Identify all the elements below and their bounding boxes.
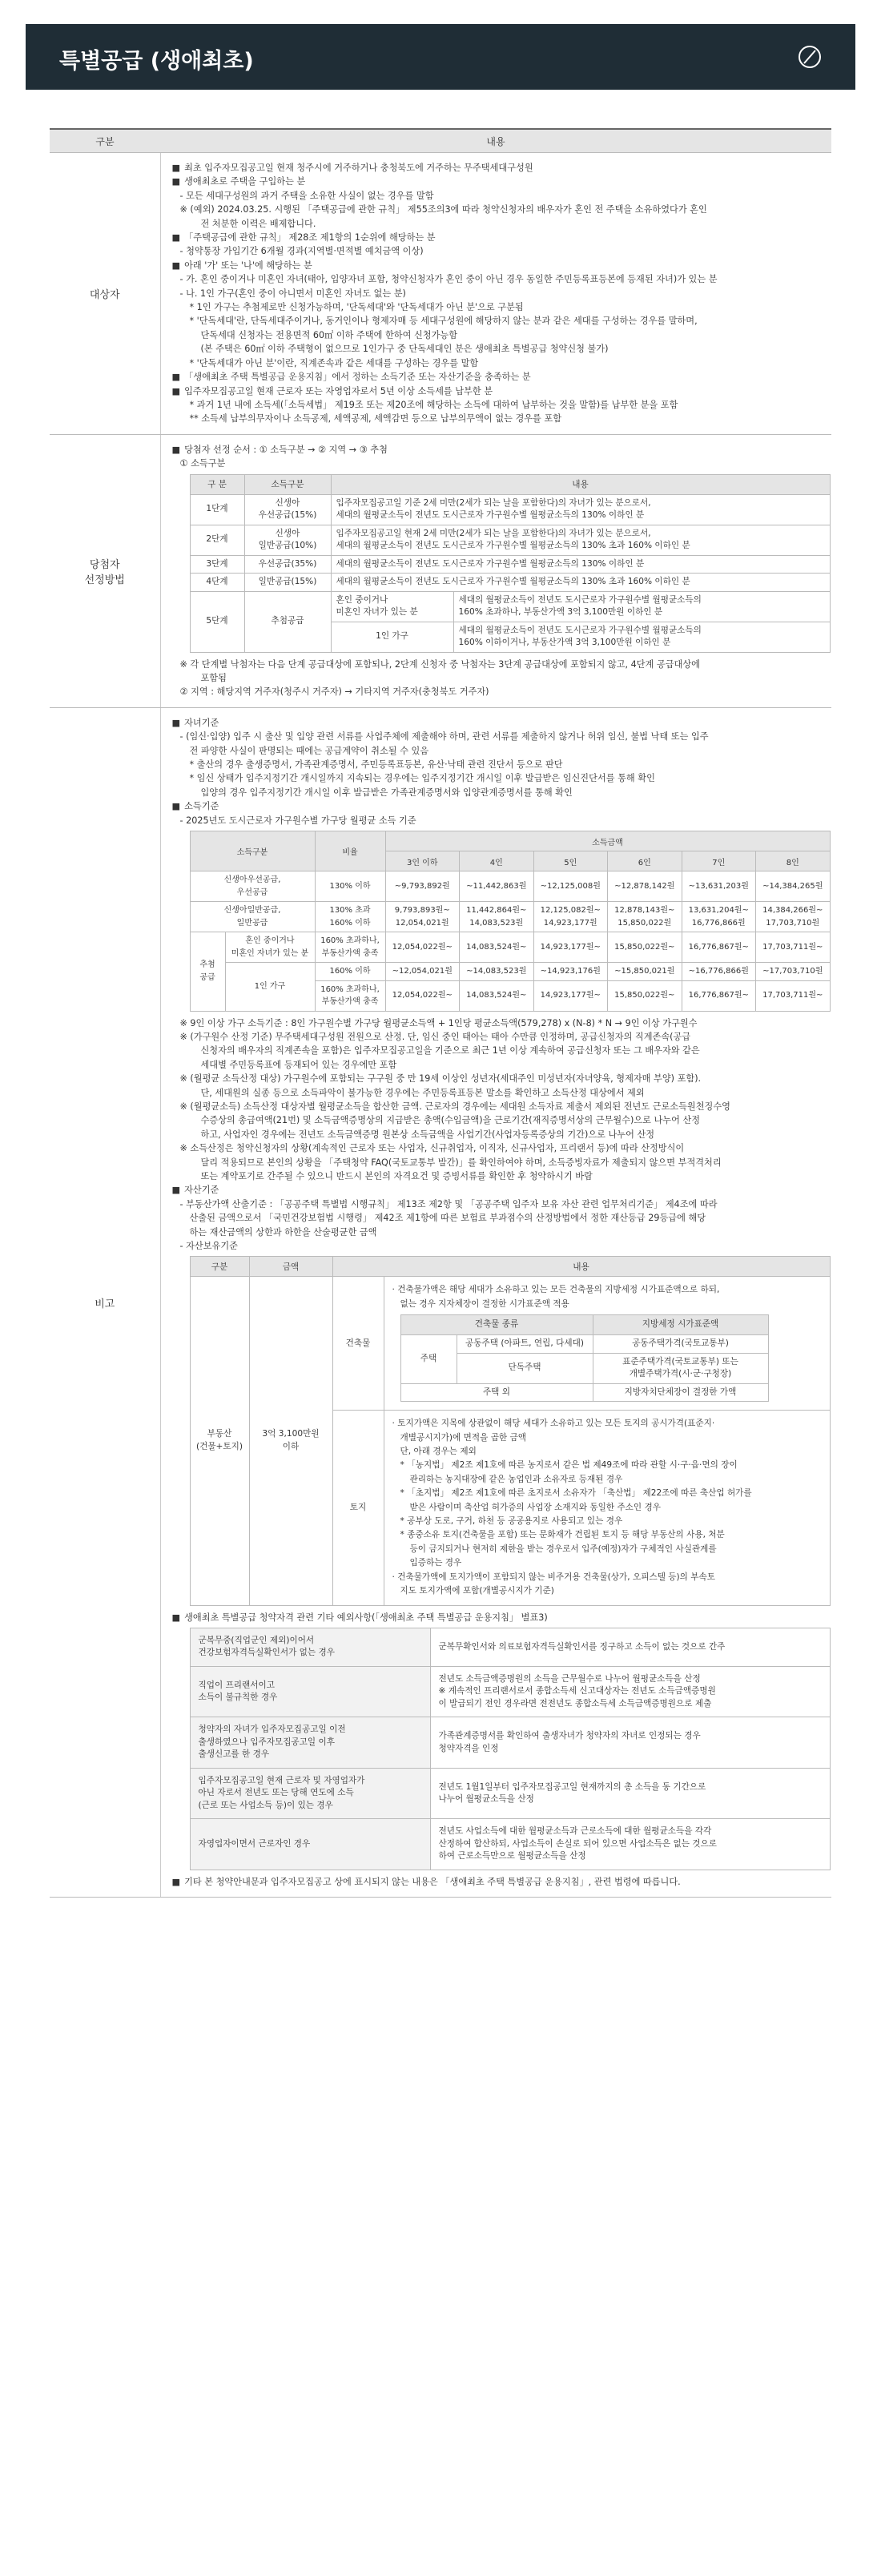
income-value: 14,384,266원~ 17,703,710원 [756,902,831,932]
income-value: 12,054,022원~ [385,932,460,963]
income-value: 11,442,864원~ 14,083,523원 [460,902,534,932]
th-4p: 4인 [460,851,534,871]
child-line: 입양의 경우 입주지정기간 개시일 이후 발급받은 가족관계증명서와 입양관계증명서를 통해 확인 [200,787,573,798]
target-line: ■ 생애최초로 주택을 구입하는 분 [172,175,821,188]
th-income-type: 소득구분 [244,474,331,494]
income-type: 우선공급(35%) [244,555,331,574]
remarks-label: 비고 [50,707,160,1898]
selection-label: 당첨자 선정방법 [50,434,160,707]
land-line: 입증하는 경우 [409,1558,462,1568]
income-value: 17,703,711원~ [756,932,831,963]
child-title: ■ 자녀기준 [172,716,821,730]
step-desc: 입주자모집공고일 현재 2세 미만(2세가 되는 날을 포함한다)의 자녀가 있는 분으로서, 세대의 월평균소득이 전년도 도시근로자 가구원수별 월평균소득의 130% 초과 160% 이하인 분 [331,525,830,555]
th-asset-type: 구분 [190,1257,249,1277]
income-note: 수증상의 총급여액(21번) 및 소득금액증명상의 지급받은 총액(수입금액)을 근로기간(재직증명서상의 근무월수)으로 나누어 산정 [200,1115,701,1126]
income-note: 또는 계약포기로 간주될 수 있으니 반드시 본인의 자격요건 및 증빙서류를 확인한 후 청약하시기 바람 [200,1170,593,1181]
pen-icon [796,43,823,70]
income-value: 9,793,893원~ 12,054,021원 [385,902,460,932]
col-header-content: 내용 [160,129,831,153]
target-content [160,153,831,435]
land-line: 개별공시지가)에 면적을 곱한 금액 [400,1432,527,1443]
land-line: 단, 아래 경우는 제외 [400,1447,477,1457]
th-7p: 7인 [682,851,756,871]
income-ratio: 130% 초과 160% 이하 [315,902,385,932]
selection-row [190,494,830,525]
step5-desc-1: 세대의 월평균소득이 전년도 도시근로자 가구원수별 월평균소득의 160% 초과하나, 부동산가액 3억 3,100만원 이하인 분 [453,591,830,622]
content-area [50,128,831,1898]
income-row [190,902,830,932]
th-income-class: 소득구분 [190,831,315,871]
asset-amount: 3억 3,100만원 이하 [249,1277,332,1605]
income-ratio: 160% 이하 [315,963,385,981]
th-asset-amount: 금액 [249,1257,332,1277]
target-line: ■ 「생애최초 주택 특별공급 운용지침」에서 정하는 소득기준 또는 자산기준을 충족하는 분 [172,370,821,384]
example-row [190,1819,830,1870]
bldg-detached-price: 표준주택가격(국토교통부) 또는 개별주택가격(시·군·구청장) [593,1353,768,1383]
land-line: 지도 토지가액에 포함(개별공시지가 기준) [400,1586,554,1596]
target-line: ■ 아래 '가' 또는 '나'에 해당하는 분 [172,259,821,272]
selection-note-3: ② 지역 : 해당지역 거주자(청주시 거주자) → 기타지역 거주자(충청북도 거주자) [179,686,489,698]
example-rule: 전년도 사업소득에 대한 월평균소득과 근로소득에 대한 월평균소득을 각각 산정하여 합산하되, 사업소득이 손실로 되어 있으면 사업소득은 없는 것으로 하여 근로소득만으로 월평균소득을 산정 [430,1819,830,1870]
step-label: 4단계 [190,574,244,592]
building-table [400,1314,769,1402]
asset-line: - 부동산가액 산출기준 : 「공공주택 특별법 시행규칙」 제13조 제2항 및 「공공주택 입주자 보유 자산 관련 업무처리기준」 제4조에 따라 [179,1198,718,1210]
row-target [50,153,831,435]
asset-type: 부동산 (건물+토지) [190,1277,249,1605]
income-note: ※ (월평균 소득산정 대상) 가구원수에 포함되는 구구원 중 만 19세 이상인 성년자(세대주인 미성년자(자녀양육, 형제자매 부양) 포함). [179,1073,702,1085]
row-selection [50,434,831,707]
step5-cond-2: 1인 가구 [331,622,453,652]
bldg-nonhouse: 주택 외 [400,1383,593,1402]
step-label: 2단계 [190,525,244,555]
example-row [190,1628,830,1666]
income-value: 12,054,022원~ [385,980,460,1011]
page-title: 특별공급 (생애최초) [59,49,254,74]
selection-order: ■ 당첨자 선정 순서 : ① 소득구분 → ② 지역 → ③ 추첨 [172,443,821,457]
land-line: 등이 금지되거나 현저히 제한을 받는 경우로서 입주(예정)자가 구체적인 사실관계를 [409,1544,717,1554]
income-value: 16,776,867원~ [682,932,756,963]
example-row [190,1717,830,1769]
income-ratio: 160% 초과하나, 부동산가액 충족 [315,980,385,1011]
child-line: * 출산의 경우 출생증명서, 가족관계증명서, 주민등록표등본, 유산·낙태 관련 진단서 등으로 판단 [189,759,563,770]
bldg-house: 주택 [400,1335,457,1384]
example-case: 입주자모집공고일 현재 근로자 및 자영업자가 아닌 자로서 전년도 또는 당해 연도에 소득 (근로 또는 사업소득 등)이 있는 경우 [190,1768,430,1819]
step-desc: 입주자모집공고일 기준 2세 미만(2세가 되는 날을 포함한다)의 자녀가 있는 분으로서, 세대의 월평균소득이 전년도 도시근로자 가구원수별 월평균소득의 130% 이하인 분 [331,494,830,525]
bldg-detached: 단독주택 [457,1353,593,1383]
income-note: 하고, 사업자인 경우에는 전년도 소득금액증명 원본상 소득금액을 사업기간(사업자등록증상의 기간)으로 나누어 산정 [200,1129,655,1140]
income-value: ~17,703,710원 [756,963,831,981]
target-line: - 청약통장 가입기간 6개월 경과(지역별·면적별 예치금액 이상) [179,246,424,257]
example-row [190,1666,830,1717]
step-label: 3단계 [190,555,244,574]
income-ratio: 130% 이하 [315,871,385,902]
row-remarks [50,707,831,1898]
income-value: 15,850,022원~ [608,980,682,1011]
asset-line: - 자산보유기준 [179,1241,238,1251]
income-note: ※ 소득산정은 청약신청자의 상황(계속적인 근로자 또는 사업자, 신규취업자, 이직자, 신규사업자, 프리랜서 등)에 따라 산정방식이 [179,1143,685,1154]
income-value: ~13,631,203원 [682,871,756,902]
step-label: 1단계 [190,494,244,525]
th-ratio: 비율 [315,831,385,871]
income-value: ~11,442,863원 [460,871,534,902]
income-type: 신생아 우선공급(15%) [244,494,331,525]
target-line: 전 처분한 이력은 배제합니다. [200,218,316,229]
income-row [190,871,830,902]
example-title: ■ 생애최초 특별공급 청약자격 관련 기타 예외사항(「생애최초 주택 특별공급 운용지침」 별표3) [172,1611,821,1624]
th-bldg-kind: 건축물 종류 [400,1315,593,1335]
selection-note-2: 포함됨 [200,672,227,683]
th-bldg-price: 지방세정 시가표준액 [593,1315,768,1335]
th-8p: 8인 [756,851,831,871]
example-table [190,1628,831,1870]
income-note: 달리 적용되므로 본인의 상황을 「주택청약 FAQ(국토교통부 발간)」를 확인하여야 하며, 소득증빙자료가 제출되지 않으면 부적격처리 [200,1157,722,1168]
target-label: 대상자 [50,153,160,435]
income-value: 14,923,177원~ [533,932,608,963]
income-value: 14,923,177원~ [533,980,608,1011]
footer-note: ■ 기타 본 청약안내문과 입주자모집공고 상에 표시되지 않는 내용은 「생애최초 주택 특별공급 운용지침」, 관련 법령에 따릅니다. [172,1875,821,1889]
page-header [26,24,855,90]
income-class-title: ① 소득구분 [179,458,226,469]
selection-row [190,525,830,555]
remarks-content [160,707,831,1898]
selection-row [190,555,830,574]
example-rule: 전년도 1월1일부터 입주자모집공고일 현재까지의 총 소득을 동 기간으로 나누어 월평균소득을 산정 [430,1768,830,1819]
income-note: 신청자의 배우자의 직계존속을 포함)은 입주자모집공고일을 기준으로 최근 1년 이상 계속하여 공급신청자 또는 그 배우자와 같은 [200,1045,700,1057]
income-value: ~9,793,892원 [385,871,460,902]
income-group: 신생아우선공급, 우선공급 [190,871,315,902]
th-5p: 5인 [533,851,608,871]
selection-row [190,574,830,592]
bldg-nonhouse-price: 지방자치단체장이 결정한 가액 [593,1383,768,1402]
income-value: 17,703,711원~ [756,980,831,1011]
selection-content [160,434,831,707]
income-value: 12,878,143원~ 15,850,022원 [608,902,682,932]
example-rule: 군복무확인서와 의료보험자격득실확인서를 징구하고 소득이 없는 것으로 간주 [430,1628,830,1666]
income-value: 15,850,022원~ [608,932,682,963]
income-group: 신생아일반공급, 일반공급 [190,902,315,932]
income-value: 14,083,524원~ [460,980,534,1011]
land-line: · 토지가액은 지목에 상관없이 해당 세대가 소유하고 있는 모든 토지의 공시가격(표준지· [392,1419,715,1429]
asset-line: 하는 재산금액의 상한과 하한을 산술평균한 금액 [189,1226,377,1238]
th-income-amount: 소득금액 [385,831,830,851]
income-note: ※ 9인 이상 가구 소득기준 : 8인 가구원수별 가구당 월평균소득액 + 1인당 평균소득액(579,278) x (N-8) * N → 9인 이상 가구원수 [179,1017,698,1028]
building-desc-2: 없는 경우 지자체장이 결정한 시가표준액 적용 [400,1298,569,1309]
step5-label: 5단계 [190,591,244,652]
target-line: - 모든 세대구성원의 과거 주택을 소유한 사실이 없는 경우를 말함 [179,190,434,201]
th-desc: 내용 [331,474,830,494]
asset-table [190,1256,831,1605]
income-value: 14,083,524원~ [460,932,534,963]
step-desc: 세대의 월평균소득이 전년도 도시근로자 가구원수별 월평균소득의 130% 초과 160% 이하인 분 [331,574,830,592]
example-case: 직업이 프리랜서이고 소득이 불규칙한 경우 [190,1666,430,1717]
target-line: (본 주택은 60㎡ 이하 주택형이 없으므로 1인가구 중 단독세대인 분은 생애최초 특별공급 청약신청 불가) [200,344,609,355]
selection-note-1: ※ 각 단계별 낙첨자는 다음 단계 공급대상에 포함되나, 2단계 신청자 중 낙첨자는 3단계 공급대상에 포함되지 않고, 4단계 공급대상에 [179,658,700,670]
example-case: 군복무중(직업군인 제외)이어서 건강보험자격득실확인서가 없는 경우 [190,1628,430,1666]
income-group: 1인 가구 [225,963,315,1012]
land-line: 관리하는 농지대장에 같은 농업인과 소유자로 등재된 경우 [409,1474,623,1484]
income-value: ~12,125,008원 [533,871,608,902]
child-line: - (임신·입양) 입주 시 출산 및 입양 관련 서류를 사업주체에 제출해야 하며, 관련 서류를 제출하지 않거나 허위 임신, 불법 낙태 또는 입주 [179,731,709,743]
income-value: ~15,850,021원 [608,963,682,981]
target-line: * '단독세대가 아닌 분'이란, 직계존속과 같은 세대를 구성하는 경우를 말함 [189,357,479,368]
income-value: ~12,054,021원 [385,963,460,981]
income-row [190,963,830,981]
target-line: ※ (예외) 2024.03.25. 시행된 「주택공급에 관한 규칙」 제55조의3에 따라 청약신청자의 배우자가 혼인 전 주택을 소유하였다가 혼인 [179,204,707,215]
income-value: 13,631,204원~ 16,776,866원 [682,902,756,932]
target-line: * '단독세대'란, 단독세대주이거나, 동거인이나 형제자매 등 세대구성원에 해당하지 않는 분과 같은 세대를 구성하는 경우를 말하며, [189,316,698,327]
land-line: · 건축물가액에 토지가액이 포함되지 않는 비주거용 건축물(상가, 오피스텔 등)의 부속토 [392,1572,715,1582]
income-value: 12,125,082원~ 14,923,177원 [533,902,608,932]
lottery-group: 추첨 공급 [190,932,225,1012]
income-class-table [190,474,831,653]
target-line: * 1인 가구는 추첨제로만 신청가능하며, '단독세대'와 '단독세대가 아닌 분'으로 구분됨 [189,302,524,313]
target-line: - 나. 1인 가구(혼인 중이 아니면서 미혼인 자녀도 없는 분) [179,288,406,299]
income-type: 일반공급(15%) [244,574,331,592]
example-case: 자영업자이면서 근로자인 경우 [190,1819,430,1870]
income-type: 신생아 일반공급(10%) [244,525,331,555]
target-line: ■ 최초 입주자모집공고일 현재 청주시에 거주하거나 충청북도에 거주하는 무주택세대구성원 [172,161,821,175]
example-row [190,1768,830,1819]
income-group: 혼인 중이거나 미혼인 자녀가 있는 분 [225,932,315,963]
building-label: 건축물 [332,1277,384,1411]
income-note: ※ (월평균소득) 소득산정 대상자별 월평균소득을 합산한 금액. 근로자의 경우에는 세대원 소득자료 제출서 제외된 전년도 근로소득원천징수영 [179,1101,730,1112]
building-desc-1: · 건축물가액은 해당 세대가 소유하고 있는 모든 건축물의 지방세정 시가표준액으로 하되, [392,1285,720,1295]
income-note: 단, 세대원의 실종 등으로 소득파악이 불가능한 경우에는 주민등록표등본 말소를 확인하고 소득산정 대상에서 제외 [200,1087,645,1098]
target-line: - 가. 혼인 중이거나 미혼인 자녀(태아, 입양자녀 포함, 청약신청자가 혼인 중이 아닌 경우 동일한 주민등록표등본에 등재된 자녀)가 있는 분 [179,274,718,285]
land-line: * 「초지법」 제2조 제1호에 따른 초지로서 소유자가 「축산법」 제22조에 따른 축산업 허가를 [400,1488,752,1499]
target-line: * 과거 1년 내에 소득세(「소득세법」 제19조 또는 제20조에 해당하는 소득에 대하여 납부하는 것을 말함)를 납부한 분을 포함 [189,399,678,410]
income-row [190,932,830,963]
income-ratio: 160% 초과하나, 부동산가액 충족 [315,932,385,963]
income-title: ■ 소득기준 [172,799,821,813]
bldg-apartment: 공동주택 (아파트, 연립, 다세대) [457,1335,593,1354]
th-asset-desc: 내용 [332,1257,830,1277]
col-header-category: 구분 [50,129,160,153]
income-note: 세대별 주민등록표에 등재되어 있는 경우에만 포함 [200,1059,397,1070]
example-case: 청약자의 자녀가 입주자모집공고일 이전 출생하였으나 입주자모집공고일 이후 출생신고를 한 경우 [190,1717,430,1769]
bldg-apartment-price: 공동주택가격(국토교통부) [593,1335,768,1354]
step-desc: 세대의 월평균소득이 전년도 도시근로자 가구원수별 월평균소득의 130% 이하인 분 [331,555,830,574]
step5-type: 추첨공급 [244,591,331,652]
target-line: ** 소득세 납부의무자이나 소득공제, 세액공제, 세액감면 등으로 납부의무액이 없는 경우를 포함 [189,413,562,425]
land-line: * 종중소유 토지(건축물을 포함) 또는 문화재가 건립된 토지 등 해당 부동산의 사용, 처분 [400,1530,725,1540]
child-line: * 임신 상태가 입주지정기간 개시일까지 지속되는 경우에는 입주지정기간 개시일 이후 발급받은 임신진단서를 통해 확인 [189,773,655,784]
main-table [50,128,831,1898]
target-line: ■ 입주자모집공고일 현재 근로자 또는 자영업자로서 5년 이상 소득세를 납부한 분 [172,384,821,398]
step5-desc-2: 세대의 월평균소득이 전년도 도시근로자 가구원수별 월평균소득의 160% 이하이거나, 부동산가액 3억 3,100만원 이하인 분 [453,622,830,652]
income-value: ~16,776,866원 [682,963,756,981]
th-3p: 3인 이하 [385,851,460,871]
th-6p: 6인 [608,851,682,871]
asset-title: ■ 자산기준 [172,1183,821,1197]
income-note: ※ (가구원수 산정 기준) 무주택세대구성원 전원으로 산정. 단, 임신 중인 태아는 태아 수만큼 인정하며, 공급신청자의 직계존속(공급 [179,1031,691,1042]
asset-line: 산출된 금액으로서 「국민건강보험법 시행령」 제42조 제1항에 따른 보험료 부과점수의 산정방법에서 정한 재산등급 29등급에 해당 [189,1213,706,1224]
land-line: 받은 사람이며 축산업 허가증의 사업장 소재지와 동일한 주소인 경우 [409,1502,661,1512]
land-label: 토지 [332,1411,384,1605]
child-line: 전 파양한 사실이 판명되는 때에는 공급계약이 취소될 수 있음 [189,745,429,756]
step5-cond-1: 혼인 중이거나 미혼인 자녀가 있는 분 [331,591,453,622]
target-line: 단독세대 신청자는 전용면적 60㎡ 이하 주택에 한하여 신청가능함 [200,329,457,340]
th-step: 구 분 [190,474,244,494]
income-value: ~14,384,265원 [756,871,831,902]
land-desc [384,1411,830,1605]
income-subtitle: - 2025년도 도시근로자 가구원수별 가구당 월평균 소득 기준 [179,815,416,826]
income-table [190,831,831,1012]
land-line: * 「농지법」 제2조 제1호에 따른 농지로서 같은 법 제49조에 따라 관할 시·구·읍·면의 장이 [400,1460,738,1471]
income-value: 16,776,867원~ [682,980,756,1011]
land-line: * 공부상 도로, 구거, 하천 등 공공용지로 사용되고 있는 경우 [400,1516,623,1527]
income-value: ~14,083,523원 [460,963,534,981]
income-value: ~14,923,176원 [533,963,608,981]
building-desc [384,1277,830,1411]
example-rule: 가족관계증명서를 확인하여 출생자녀가 청약자의 자녀로 인정되는 경우 청약자격을 인정 [430,1717,830,1769]
target-line: ■ 「주택공급에 관한 규칙」 제28조 제1항의 1순위에 해당하는 분 [172,231,821,244]
example-rule: 전년도 소득금액증명원의 소득을 근무월수로 나누어 월평균소득을 산정 ※ 계속적인 프리랜서로서 종합소득세 신고대상자는 전년도 소득금액증명원 이 발급되기 전인 경우라면 전전년도 종합소득세 소득금액증명원으로 제출 [430,1666,830,1717]
income-value: ~12,878,142원 [608,871,682,902]
